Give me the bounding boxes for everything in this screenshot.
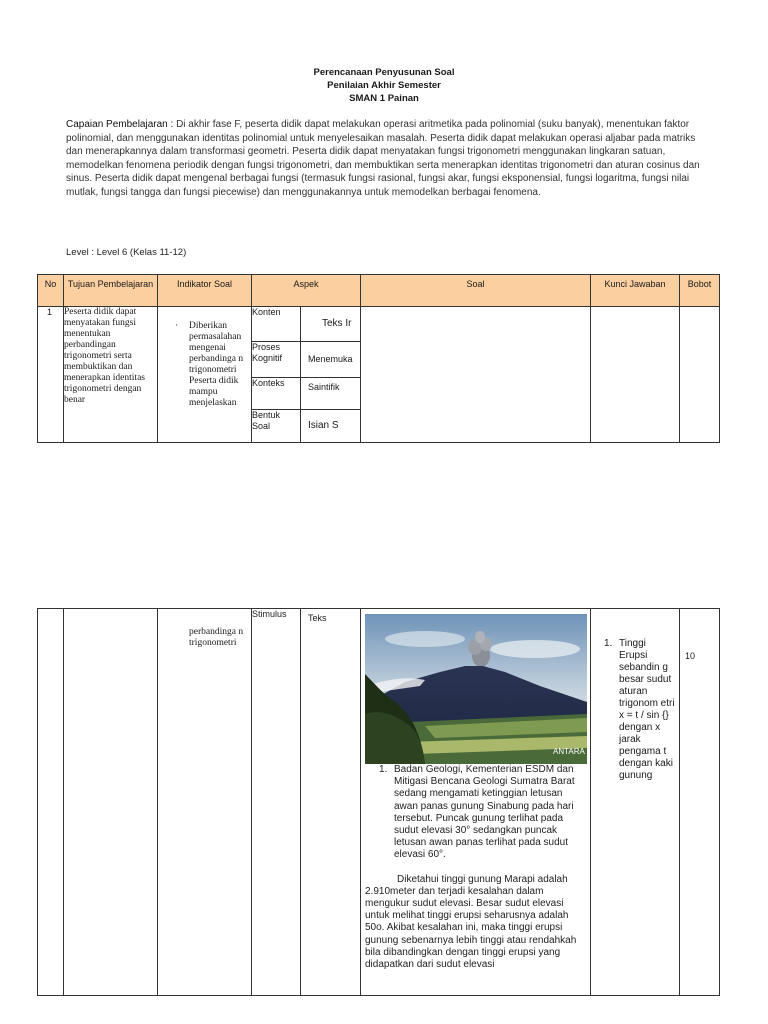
- level-label: Level :: [66, 247, 94, 258]
- soal-number: 1.: [379, 764, 388, 775]
- header-soal: Soal: [361, 275, 591, 307]
- header-indikator: Indikator Soal: [158, 275, 252, 307]
- row1-no: 1: [38, 307, 64, 443]
- row1-indikator: Diberikan permasalahan mengenai perbandinga n trigonometri Peserta didik mampu menjelaskan: [189, 321, 244, 408]
- row1-kunci: [591, 307, 680, 443]
- aspek-proses-label: Proses Kognitif: [252, 342, 301, 378]
- aspek-konteks-value: Saintifik: [301, 378, 361, 410]
- doc-title-line2: Penilaian Akhir Semester: [327, 80, 441, 91]
- antara-watermark: ANTARA: [553, 747, 585, 756]
- soal-item-1: [365, 764, 587, 862]
- aspek-bentuk-value: Isian S: [301, 410, 361, 443]
- aspek-bentuk-label: Bentuk Soal: [252, 410, 301, 443]
- aspek-konteks-label: Konteks: [252, 378, 301, 410]
- row1-soal: [361, 307, 591, 443]
- row2-bobot: 10: [680, 609, 720, 996]
- capaian-pembelajaran: [66, 118, 712, 199]
- header-kunci: Kunci Jawaban: [591, 275, 680, 307]
- aspek-proses-value: Menemuka: [301, 342, 361, 378]
- capaian-text: Di akhir fase F, peserta didik dapat melakukan operasi aritmetika pada polinomial (suku banyak), menentukan faktor polinomial, dan menggunakan identitas polinomial untuk menyelesaikan masalah. Peserta didik dapat melakukan operasi aljabar pada matriks dan menerapkannya dalam transformasi geometri. Peserta didik dapat menyatakan fungsi trigonometri menggunakan lingkaran satuan, memodelkan fenomena periodik dengan fungsi trigonometri, dan membuktikan serta menerapkan identitas trigonometri dan aturan cosinus dan sinus. Peserta didik dapat mengenal berbagai fungsi (termasuk fungsi rasional, fungsi akar, fungsi eksponensial, fungsi logaritma, fungsi nilai mutlak, fungsi tangga dan fungsi piecewise) dan menggunakannya untuk memodelkan berbagai fenomena.: [66, 119, 700, 198]
- doc-title-line3: SMAN 1 Painan: [349, 93, 419, 104]
- volcano-photo: [365, 614, 587, 764]
- row2-kunci-cell: [591, 609, 680, 996]
- soal-table: [37, 274, 720, 443]
- row2-soal-cell: [361, 609, 591, 996]
- level-value: Level 6 (Kelas 11-12): [96, 247, 187, 258]
- doc-title-line1: Perencanaan Penyusunan Soal: [313, 67, 455, 78]
- aspek-konten-value: Teks Ir: [301, 307, 361, 342]
- aspek-konten-label: Konten: [252, 307, 301, 342]
- aspek-stimulus-label: Stimulus: [252, 609, 301, 996]
- header-tujuan: Tujuan Pembelajaran: [64, 275, 158, 307]
- soal-item-text: Badan Geologi, Kementerian ESDM dan Mitigasi Bencana Geologi Sumatra Barat sedang mengamati ketinggian letusan awan panas gunung Sinabung pada hari tersebut. Puncak gunung terlihat pada sudut elevasi 30° sedangkan puncak letusan awan panas terlihat pada sudut elevasi 60°.: [394, 764, 575, 861]
- aspek-stimulus-value: Teks: [301, 609, 361, 996]
- row1-tujuan: Peserta didik dapat menyatakan fungsi menentukan perbandingan trigonometri serta membuktikan dan menerapkan identitas trigonometri dengan benar: [64, 307, 158, 443]
- row1-indikator-cell: [158, 307, 252, 443]
- capaian-label: Capaian Pembelajaran :: [66, 119, 174, 130]
- kunci-number: 1.: [604, 638, 613, 649]
- row2-no: [38, 609, 64, 996]
- level-line: [66, 247, 186, 258]
- header-bobot: Bobot: [680, 275, 720, 307]
- row2-tujuan: [64, 609, 158, 996]
- header-no: No: [38, 275, 64, 307]
- kunci-text: Tinggi Erupsi sebandin g besar sudut aturan trigonom etri x = t / sin {} dengan x jarak pengama t dengan kaki gunung: [619, 638, 675, 781]
- row2-indikator: perbandinga n trigonometri: [158, 609, 252, 996]
- header-aspek: Aspek: [252, 275, 361, 307]
- soal-table-continued: [37, 608, 720, 996]
- bullet-point: ·: [175, 321, 179, 331]
- soal-paragraph: Diketahui tinggi gunung Marapi adalah 2.910meter dan terjadi kesalahan dalam mengukur sudut elevasi. Besar sudut elevasi untuk melihat tinggi erupsi seharusnya adalah 50o. Akibat kesalahan ini, maka tinggi erupsi gunung sebenarnya lebih tinggi atau rendahkah bila dibandingkan dengan tinggi erupsi yang didapatkan dari sudut elevasi: [365, 873, 577, 971]
- row1-bobot: [680, 307, 720, 443]
